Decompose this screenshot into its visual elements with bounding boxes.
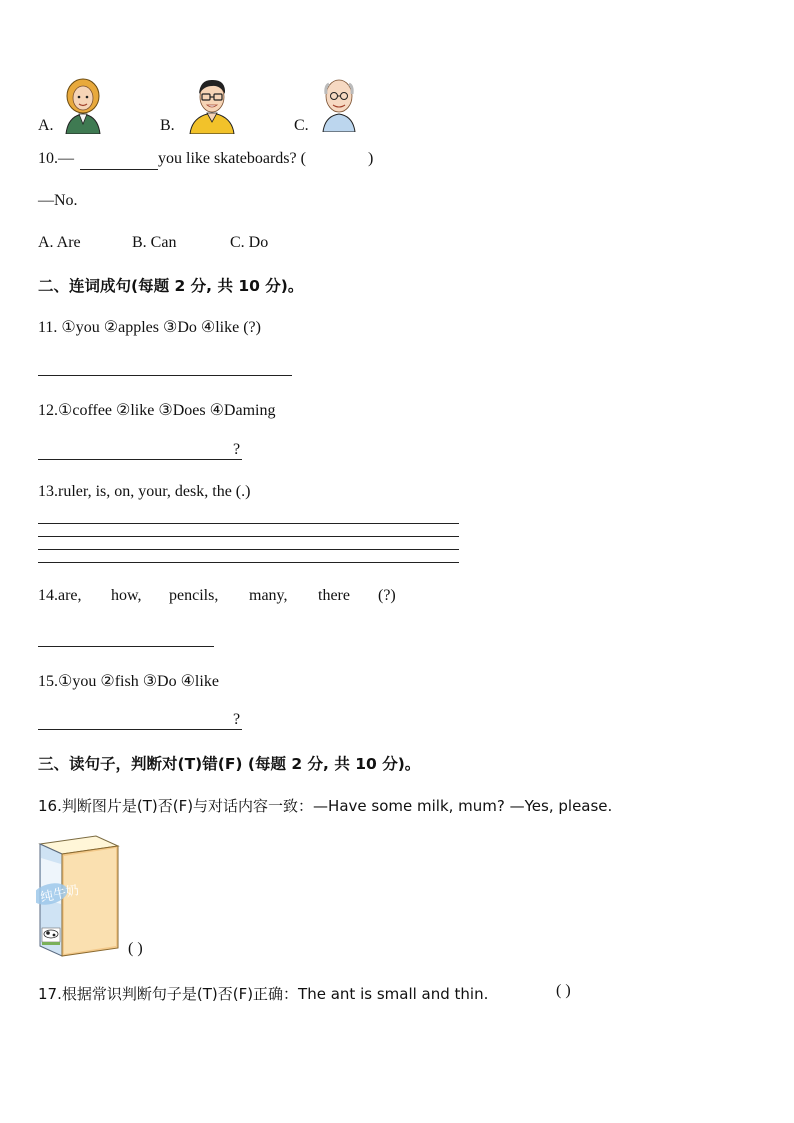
q14-word-6: (?) [378, 587, 396, 604]
q10-question-text: you like skateboards? ( [158, 150, 306, 167]
q13-answer-line-4[interactable] [38, 562, 459, 563]
q14-word-1: 14.are, [38, 587, 82, 604]
q15-answer-line[interactable] [38, 729, 242, 730]
q10-close-paren: ) [368, 150, 374, 167]
q16-prompt: 16.判断图片是(T)否(F)与对话内容一致：—Have some milk, mum? —Yes, please. [38, 797, 613, 815]
grandpa-portrait-icon [317, 76, 361, 132]
woman-portrait-icon [60, 76, 106, 134]
q14-word-3: pencils, [169, 587, 219, 604]
option-b-label: B. [160, 117, 175, 134]
q16-answer-paren[interactable]: ( ) [128, 940, 143, 957]
q10-number: 10.— [38, 150, 74, 167]
section-2-title: 二、连词成句(每题 2 分, 共 10 分)。 [38, 277, 304, 295]
q13-answer-line-2[interactable] [38, 536, 459, 537]
q10-option-c[interactable]: C. Do [230, 234, 269, 251]
q17-answer-paren[interactable]: ( ) [556, 982, 571, 999]
q10-reply: —No. [38, 192, 78, 209]
man-with-glasses-portrait-icon [186, 76, 238, 134]
q14-word-5: there [318, 587, 350, 604]
option-a-label: A. [38, 117, 54, 134]
q12-answer-line[interactable] [38, 459, 242, 460]
q10-option-a[interactable]: A. Are [38, 234, 81, 251]
milk-carton-icon [36, 834, 122, 958]
q12-prompt: 12.①coffee ②like ③Does ④Daming [38, 402, 276, 419]
q15-prompt: 15.①you ②fish ③Do ④like [38, 673, 219, 690]
milk-carton-label: 纯牛奶 [39, 883, 81, 906]
q14-word-2: how, [111, 587, 142, 604]
q17-prompt: 17.根据常识判断句子是(T)否(F)正确：The ant is small and thin. [38, 985, 489, 1003]
q14-answer-line[interactable] [38, 646, 214, 647]
q15-question-mark: ? [233, 711, 241, 728]
section-3-title: 三、读句子，判断对(T)错(F) (每题 2 分, 共 10 分)。 [38, 755, 421, 773]
q14-word-4: many, [249, 587, 288, 604]
q10-option-b[interactable]: B. Can [132, 234, 177, 251]
q13-answer-line-1[interactable] [38, 523, 459, 524]
q13-prompt: 13.ruler, is, on, your, desk, the (.) [38, 483, 251, 500]
q13-answer-line-3[interactable] [38, 549, 459, 550]
q11-answer-line[interactable] [38, 375, 292, 376]
q11-prompt: 11. ①you ②apples ③Do ④like (?) [38, 319, 261, 336]
option-c-label: C. [294, 117, 309, 134]
q12-question-mark: ? [233, 441, 241, 458]
q10-answer-blank[interactable] [80, 169, 158, 170]
